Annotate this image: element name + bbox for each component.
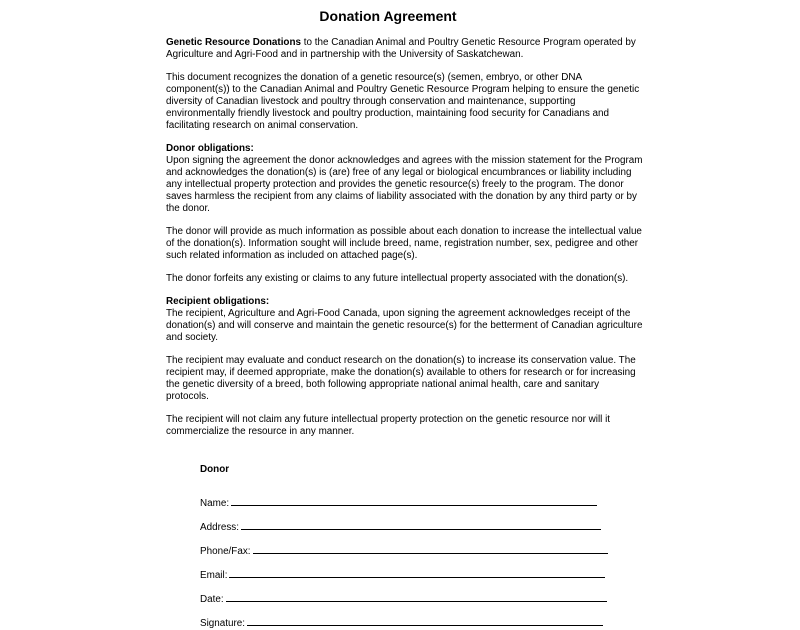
signature-field[interactable]: [200, 605, 620, 629]
name-line[interactable]: [231, 505, 597, 506]
email-line[interactable]: [229, 577, 605, 578]
signature-line[interactable]: [247, 625, 603, 626]
date-label: Date:: [200, 594, 224, 605]
address-field[interactable]: [200, 509, 620, 533]
donor-obligation-1: Upon signing the agreement the donor acknowledges and agrees with the mission statement for the Program and acknowledges the donation(s) is (are) free of any legal or biological encumbrances or liability including any intellectual property protection and provides the genetic resource(s) freely to the program. The donor saves harmless the recipient from any claims of liability associated with the donation by any third party or by the donor.: [166, 155, 643, 214]
donor-obligation-2: The donor will provide as much information as possible about each donation to increase the intellectual value of the donation(s). Information sought will include breed, name, registration number, sex, pedigree and other such related information as included on attached page(s).: [166, 226, 642, 261]
recipient-obligation-1: The recipient, Agriculture and Agri-Food Canada, upon signing the agreement acknowledges receipt of the donation(s) and will conserve and maintain the genetic resource(s) for the betterment of Canadian agriculture and society.: [166, 308, 643, 343]
date-line[interactable]: [226, 601, 607, 602]
address-label: Address:: [200, 522, 239, 533]
name-label: Name:: [200, 498, 230, 509]
document-body: [166, 37, 644, 449]
name-field[interactable]: [200, 485, 620, 509]
signature-label: Signature:: [200, 618, 246, 629]
recognition-paragraph: This document recognizes the donation of a genetic resource(s) (semen, embryo, or other DNA component(s)) to the Canadian Animal and Poultry Genetic Resource Program helping to ensure the genetic diversity of Canadian livestock and poultry through conservation and maintenance, supporting environmentally friendly livestock and poultry production, maintaining food security for Canadians and facilitating research on animal conservation.: [166, 72, 640, 131]
intro-text: to the Canadian Animal and Poultry Genetic Resource Program operated by Agriculture and Agri-Food and in partnership with the University of Saskatchewan.: [166, 37, 636, 60]
email-label: Email:: [200, 570, 228, 581]
intro-paragraph: [166, 37, 644, 61]
phone-fax-label: Phone/Fax:: [200, 546, 251, 557]
recipient-obligation-3: The recipient will not claim any future intellectual property protection on the genetic resource nor will it commercialize the resource in any manner.: [166, 414, 611, 437]
intro-bold-lead: Genetic Resource Donations: [166, 37, 301, 48]
donor-obligation-3: The donor forfeits any existing or claims to any future intellectual property associated with the donation(s).: [166, 273, 629, 284]
email-field[interactable]: [200, 557, 620, 581]
phone-fax-field[interactable]: [200, 533, 620, 557]
recipient-obligations-heading: Recipient obligations:: [166, 296, 270, 307]
donor-obligations-heading: Donor obligations:: [166, 143, 254, 154]
donor-signature-block: [200, 464, 620, 629]
address-line[interactable]: [241, 529, 601, 530]
date-field[interactable]: [200, 581, 620, 605]
document-title: Donation Agreement: [319, 8, 457, 24]
phone-fax-line[interactable]: [253, 553, 608, 554]
recipient-obligation-2: The recipient may evaluate and conduct research on the donation(s) to increase its conservation value. The recipient may, if deemed appropriate, make the donation(s) available to others for research or for increasing the genetic diversity of a breed, both following appropriate national animal health, care and sanitary protocols.: [166, 355, 636, 402]
donor-form-title: Donor: [200, 464, 230, 475]
